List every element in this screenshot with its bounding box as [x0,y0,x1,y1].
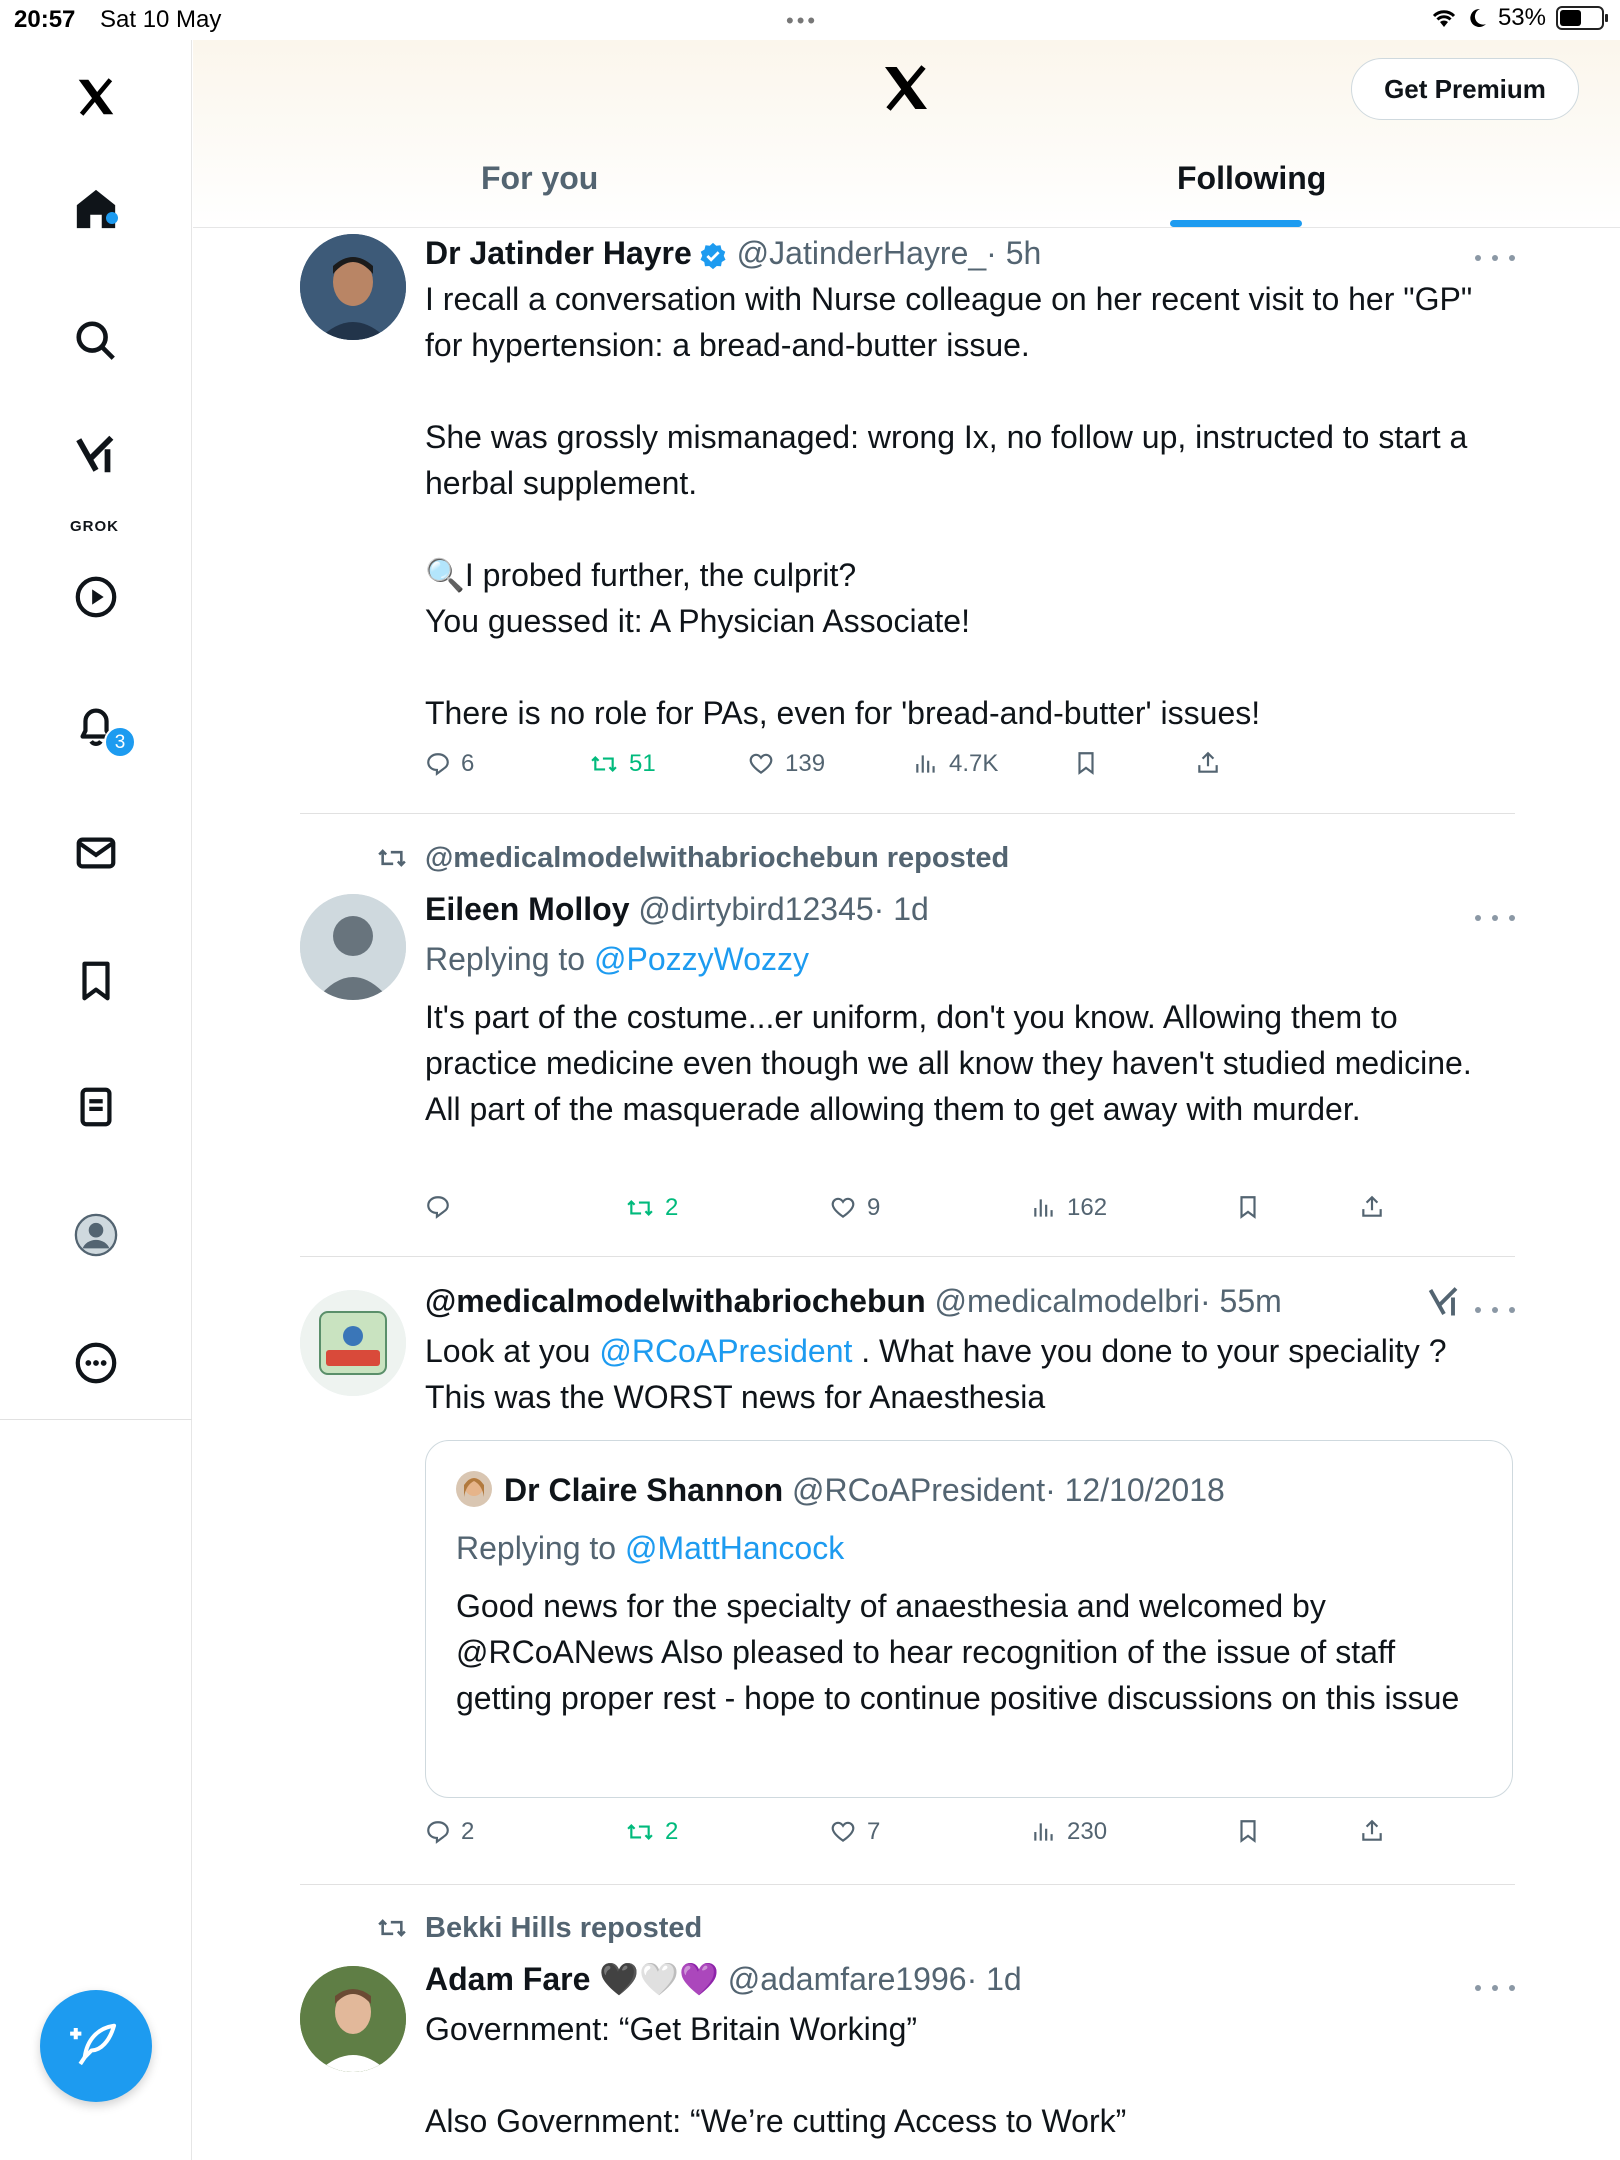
like-count: 7 [867,1818,881,1845]
like-button[interactable] [829,1818,880,1846]
status-bar [0,0,1620,40]
view-count: 162 [1067,1194,1108,1221]
x-logo-icon[interactable] [65,66,127,128]
bookmark-icon [1235,1194,1261,1220]
view-count: 230 [1067,1818,1108,1845]
more-icon[interactable] [65,1332,127,1394]
author-emoji: 🖤🤍💜 [599,1960,719,1998]
replying-to-label: Replying to [425,941,594,977]
more-options-icon[interactable] [1475,1300,1515,1320]
post-time: · 1d [966,1961,1022,1997]
post-actions [425,1194,1505,1234]
repost-indicator-icon [375,844,409,872]
reply-button[interactable] [425,1818,474,1846]
post-text-line1 [425,1328,1446,1374]
views-icon [1031,1195,1057,1221]
bookmarks-icon[interactable] [65,950,127,1012]
avatar[interactable] [300,894,406,1000]
reposted-by [425,842,1009,875]
reply-icon [425,1819,451,1845]
share-button[interactable] [1359,1818,1385,1844]
sidebar [0,40,192,2160]
post-header [425,1278,1282,1324]
avatar[interactable] [300,1290,406,1396]
quoted-text: Good news for the specialty of anaesthesia and welcomed by @RCoANews Also pleased to hear recognition of the issue of staff getting proper rest - hope to continue positive discussions on this issue [456,1588,1460,1716]
repost-count: 2 [665,1194,679,1221]
reply-count: 2 [461,1818,475,1845]
post-eileen-molloy[interactable] [300,838,1515,1258]
avatar[interactable] [300,234,406,340]
like-icon [747,751,775,777]
video-icon[interactable] [65,566,127,628]
share-button[interactable] [1359,1194,1385,1220]
author-name[interactable]: Eileen Molloy [425,891,630,927]
battery-icon [1556,6,1604,30]
post-adam-fare[interactable] [300,1910,1515,2160]
repost-icon [625,1819,655,1845]
post-divider [300,1884,1515,1885]
repost-icon [589,751,619,777]
views-icon [1031,1819,1057,1845]
share-button[interactable] [1195,750,1221,776]
battery-percent: 53% [1497,4,1546,31]
views-button[interactable] [913,750,998,778]
reply-button[interactable] [425,1194,461,1220]
reposted-by [425,1912,702,1945]
quoted-author-name: Dr Claire Shannon [504,1472,784,1508]
reply-count: 6 [461,750,475,777]
repost-count: 2 [665,1818,679,1845]
post-time: · 5h [986,235,1042,271]
post-text: I recall a conversation with Nurse colleague on her recent visit to her "GP" for hypertension: a bread-and-butter issue. She was grossly mismanaged: wrong Ix, no follow up, instructed to start a herbal supplement. 🔍I probed further, the culprit? You guessed it: A Physician Associate! There is no role for PAs, even for 'bread-and-butter' issues! [425,281,1473,731]
quoted-header [504,1467,1225,1513]
post-text-suffix: . What have you done to your speciality ? [852,1333,1447,1369]
post-divider [300,1256,1515,1257]
author-handle[interactable]: @medicalmodelbri [934,1283,1200,1319]
compose-button[interactable] [40,1990,152,2102]
quoted-avatar [456,1471,492,1507]
author-handle[interactable]: @dirtybird12345 [638,891,874,927]
reply-icon [425,1194,451,1220]
like-count: 139 [785,750,826,777]
header [193,40,1620,228]
post-divider [300,813,1515,814]
author-name[interactable]: @medicalmodelwithabriochebun [425,1283,926,1319]
share-icon [1359,1194,1385,1220]
notifications-count-badge: 3 [104,726,136,758]
multitasking-dots-icon[interactable]: ••• [786,8,819,33]
tab-following[interactable]: Following [1177,160,1327,196]
sidebar-divider [0,1419,192,1420]
quoted-replying-to-label: Replying to [456,1530,625,1566]
post-header [425,886,929,932]
compose-feather-icon [69,2019,123,2073]
lists-icon[interactable] [65,1076,127,1138]
author-name[interactable]: Dr Jatinder Hayre [425,235,692,271]
replying-to [425,936,809,982]
bookmark-button[interactable] [1235,1194,1261,1220]
post-header [425,230,1041,276]
post-time: · 55m [1199,1283,1282,1319]
wifi-icon [1430,7,1458,29]
like-count: 9 [867,1194,881,1221]
home-new-dot [106,212,118,224]
post-text: Government: “Get Britain Working” Also Government: “We’re cutting Access to Work” [425,2011,1127,2139]
author-handle[interactable]: @JatinderHayre_ [736,235,987,271]
moon-icon [1468,7,1488,29]
like-icon [829,1819,857,1845]
post-header [425,1956,1022,2002]
quoted-replying-to-mention[interactable]: @MattHancock [624,1530,845,1566]
quoted-time: · 12/10/2018 [1045,1472,1225,1508]
x-header-logo-icon[interactable] [878,60,934,121]
tab-for-you[interactable]: For you [481,160,599,196]
replying-to-mention[interactable]: @PozzyWozzy [593,941,810,977]
repost-count: 51 [629,750,656,777]
grok-label: GROK [70,518,119,535]
repost-button[interactable] [625,1194,678,1222]
home-icon[interactable] [65,178,127,240]
reply-button[interactable] [425,750,474,778]
post-actions [425,1818,1505,1858]
reply-icon [425,751,451,777]
like-button[interactable] [829,1194,880,1222]
like-button[interactable] [747,750,825,778]
reposted-by-text[interactable]: @medicalmodelwithabriochebun reposted [425,842,1010,874]
grok-post-icon[interactable] [1426,1284,1462,1325]
bookmark-icon [1235,1818,1261,1844]
bookmark-button[interactable] [1235,1818,1261,1844]
repost-icon [625,1195,655,1221]
author-name[interactable]: Adam Fare [425,1961,591,1997]
post-text-line2: This was the WORST news for Anaesthesia [425,1379,1046,1415]
reposted-by-text[interactable]: Bekki Hills reposted [425,1912,703,1944]
battery-fill [1560,10,1581,26]
bookmark-button[interactable] [1073,750,1099,776]
get-premium-button[interactable]: Get Premium [1351,58,1579,120]
status-date: Sat 10 May [100,6,222,33]
messages-icon[interactable] [65,822,127,884]
profile-icon[interactable] [65,1204,127,1266]
post-text: It's part of the costume...er uniform, don't you know. Allowing them to practice medicine even though we all know they haven't studied medicine. All part of the masquerade allowing them to get away with murder. [425,999,1472,1127]
repost-button[interactable] [589,750,656,778]
avatar[interactable] [300,1966,406,2072]
post-jatinder-hayre[interactable] [300,230,1515,805]
views-button[interactable] [1031,1194,1107,1222]
repost-button[interactable] [625,1818,678,1846]
views-icon [913,751,939,777]
post-text-prefix: Look at you [425,1333,600,1369]
post-actions [425,750,1505,790]
more-options-icon[interactable] [1475,1978,1515,1998]
search-icon[interactable] [65,310,127,372]
post-medicalmodel[interactable] [300,1278,1515,1888]
body-mention[interactable]: @RCoAPresident [599,1333,853,1369]
quoted-replying-to [456,1525,844,1571]
like-icon [829,1195,857,1221]
status-time: 20:57 [14,6,76,33]
quoted-post[interactable] [425,1440,1513,1798]
author-handle[interactable]: @adamfare1996 [727,1961,967,1997]
verified-badge-icon [698,241,728,271]
active-tab-indicator [1170,220,1302,227]
post-time: · 1d [873,891,929,927]
more-options-icon[interactable] [1475,908,1515,928]
bookmark-icon [1073,750,1099,776]
share-icon [1195,750,1221,776]
more-options-icon[interactable] [1475,248,1515,268]
grok-icon[interactable] [65,424,127,486]
quoted-author-handle: @RCoAPresident [792,1472,1046,1508]
views-button[interactable] [1031,1818,1107,1846]
share-icon [1359,1818,1385,1844]
view-count: 4.7K [949,750,999,777]
repost-indicator-icon [375,1914,409,1942]
